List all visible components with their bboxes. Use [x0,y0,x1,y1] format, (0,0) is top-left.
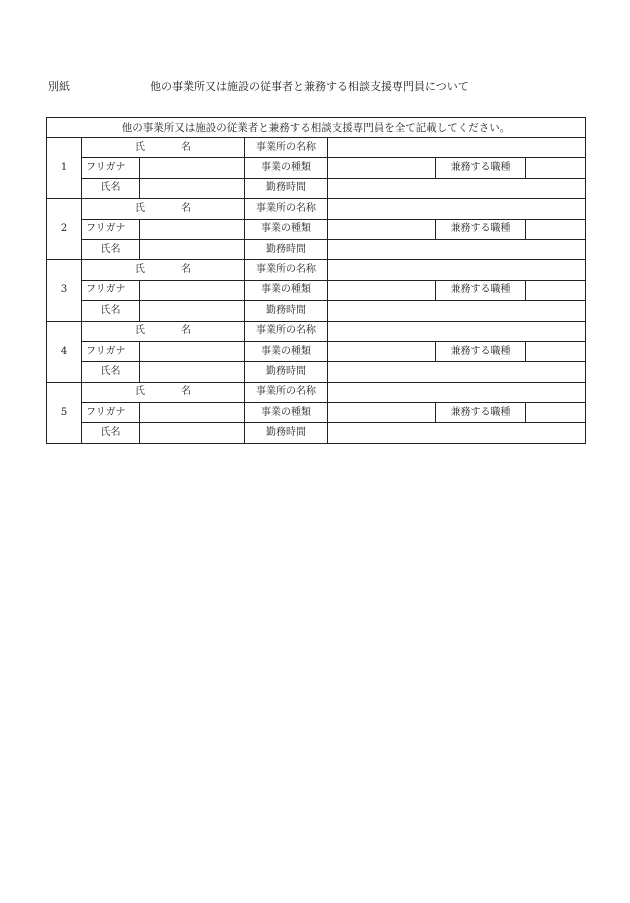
name-field[interactable] [140,423,245,443]
business-type-label: 事業の種類 [245,219,328,239]
office-name-label: 事業所の名称 [245,382,328,402]
work-hours-label: 勤務時間 [245,239,328,259]
name-header-char-1: 氏 [135,386,181,398]
name-label: 氏名 [82,301,140,321]
furigana-label: フリガナ [82,219,140,239]
furigana-field[interactable] [140,280,245,300]
name-header-char-2: 名 [181,264,191,276]
name-header-cell [82,382,245,402]
concurrent-job-field[interactable] [526,403,586,423]
name-header-char-2: 名 [181,141,191,153]
furigana-field[interactable] [140,403,245,423]
furigana-field[interactable] [140,219,245,239]
name-header-char-1: 氏 [135,141,181,153]
name-header-char-1: 氏 [135,202,181,214]
document-title: 他の事業所又は施設の従事者と兼務する相談支援専門員について [150,80,469,93]
work-hours-label: 勤務時間 [245,301,328,321]
work-hours-label: 勤務時間 [245,423,328,443]
concurrent-job-label: 兼務する職種 [436,219,526,239]
furigana-field[interactable] [140,341,245,361]
name-field[interactable] [140,362,245,382]
name-header-char-2: 名 [181,386,191,398]
entry-row-furigana [47,158,586,178]
work-hours-label: 勤務時間 [245,178,328,198]
work-hours-field[interactable] [328,301,586,321]
entry-row-furigana [47,403,586,423]
furigana-label: フリガナ [82,403,140,423]
entry-row-name [47,301,586,321]
work-hours-field[interactable] [328,423,586,443]
furigana-label: フリガナ [82,280,140,300]
business-type-field[interactable] [328,280,436,300]
name-header-cell [82,138,245,158]
entry-row-office [47,138,586,158]
entry-row-name [47,423,586,443]
office-name-label: 事業所の名称 [245,199,328,219]
office-name-label: 事業所の名称 [245,138,328,158]
name-label: 氏名 [82,362,140,382]
concurrent-job-label: 兼務する職種 [436,280,526,300]
name-header-cell [82,260,245,280]
name-label: 氏名 [82,178,140,198]
concurrent-job-label: 兼務する職種 [436,341,526,361]
name-field[interactable] [140,178,245,198]
office-name-field[interactable] [328,138,586,158]
entry-number: 4 [47,321,82,382]
business-type-label: 事業の種類 [245,341,328,361]
entry-row-furigana [47,280,586,300]
business-type-field[interactable] [328,219,436,239]
work-hours-field[interactable] [328,239,586,259]
business-type-label: 事業の種類 [245,280,328,300]
name-header-cell [82,199,245,219]
concurrent-job-field[interactable] [526,280,586,300]
name-field[interactable] [140,239,245,259]
table-header: 他の事業所又は施設の従業者と兼務する相談支援専門員を全て記載してください。 [47,118,586,138]
name-label: 氏名 [82,423,140,443]
concurrent-staff-table [46,117,586,444]
business-type-field[interactable] [328,403,436,423]
concurrent-job-field[interactable] [526,158,586,178]
office-name-label: 事業所の名称 [245,260,328,280]
concurrent-job-field[interactable] [526,341,586,361]
business-type-field[interactable] [328,341,436,361]
entry-number: 3 [47,260,82,321]
business-type-field[interactable] [328,158,436,178]
entry-row-furigana [47,219,586,239]
entry-row-name [47,239,586,259]
entry-row-office [47,382,586,402]
work-hours-field[interactable] [328,178,586,198]
furigana-label: フリガナ [82,341,140,361]
name-header-char-1: 氏 [135,264,181,276]
name-label: 氏名 [82,239,140,259]
business-type-label: 事業の種類 [245,158,328,178]
office-name-label: 事業所の名称 [245,321,328,341]
concurrent-job-label: 兼務する職種 [436,403,526,423]
work-hours-label: 勤務時間 [245,362,328,382]
entry-row-name [47,178,586,198]
office-name-field[interactable] [328,199,586,219]
furigana-label: フリガナ [82,158,140,178]
furigana-field[interactable] [140,158,245,178]
entry-number: 5 [47,382,82,443]
office-name-field[interactable] [328,382,586,402]
entry-row-office [47,199,586,219]
entry-row-name [47,362,586,382]
office-name-field[interactable] [328,260,586,280]
concurrent-job-label: 兼務する職種 [436,158,526,178]
name-header-cell [82,321,245,341]
work-hours-field[interactable] [328,362,586,382]
name-header-char-2: 名 [181,202,191,214]
name-field[interactable] [140,301,245,321]
business-type-label: 事業の種類 [245,403,328,423]
entry-row-office [47,260,586,280]
attachment-label: 別紙 [48,80,70,93]
concurrent-job-field[interactable] [526,219,586,239]
entry-row-furigana [47,341,586,361]
entry-number: 2 [47,199,82,260]
office-name-field[interactable] [328,321,586,341]
entry-row-office [47,321,586,341]
name-header-char-1: 氏 [135,325,181,337]
name-header-char-2: 名 [181,325,191,337]
entry-number: 1 [47,138,82,199]
